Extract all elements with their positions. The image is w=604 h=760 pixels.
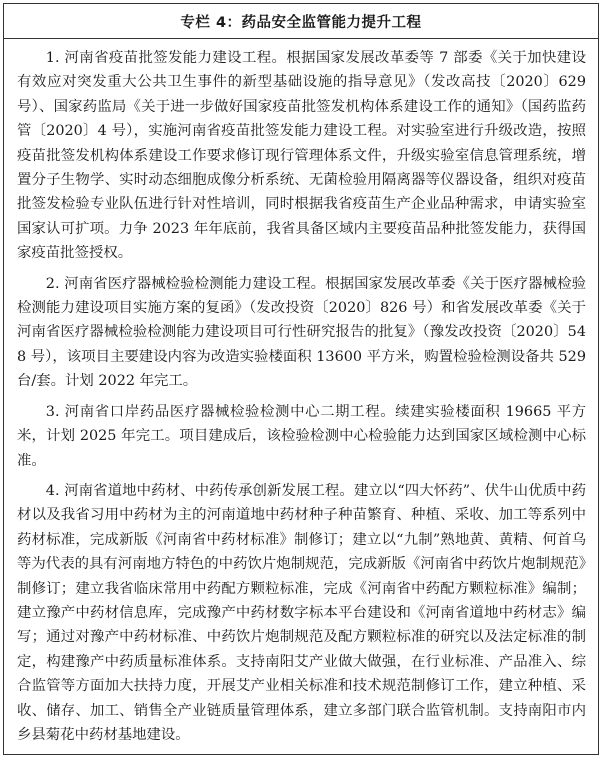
box-body: [4, 39, 598, 747]
column-box: [3, 3, 599, 755]
box-title: 专栏 4：药品安全监管能力提升工程: [4, 4, 598, 39]
paragraph-tcm-development: 4. 河南省道地中药材、中药传承创新发展工程。建立以“四大怀药”、伏牛山优质中药材以及我省习用中药材为主的河南道地中药材种子种苗繁育、种植、采收、加工等系列中药材标准，完成新版《河南省中药材标准》制修订；建立以“九制”熟地黄、黄精、何首乌等为代表的具有河南地方特色的中药饮片炮制规范，完成新版《河南省中药饮片炮制规范》制修订；建立我省临床常用中药配方颗粒标准，完成《河南省中药配方颗粒标准》编制；建立豫产中药材信息库，完成豫产中药材数字标本平台建设和《河南省道地中药材志》编写；通过对豫产中药材标准、中药饮片炮制规范及配方颗粒标准的研究以及法定标准的制定，构建豫产中药质量标准体系。支持南阳艾产业做大做强，在行业标准、产品准入、综合监管等方面加大扶持力度，开展艾产业相关标准和技术规范制修订工作，建立种植、采收、储存、加工、销售全产业链质量管理体系，建立多部门联合监管机制。支持南阳市内乡县菊花中药材基地建设。: [17, 482, 586, 743]
paragraph-vaccine-lot-release: 1. 河南省疫苗批签发能力建设工程。根据国家发展改革委等 7 部委《关于加快建设有效应对突发重大公共卫生事件的新型基础设施的指导意见》（发改高技〔2020〕629 号）、国家药监局《关于进一步做好国家疫苗批签发机构体系建设工作的通知》（国药监药管〔2020〕4 号），实施河南省疫苗批签发能力建设工程。对实验室进行升级改造，按照疫苗批签发机构体系建设工作要求修订现行管理体系文件，升级实验室信息管理系统，增置分子生物学、实时动态细胞成像分析系统、无菌检验用隔离器等仪器设备，组织对疫苗批签发检验专业队伍进行针对性培训，同时根据我省疫苗生产企业品种需求，申请实验室国家认可扩项。力争 2023 年年底前，我省具备区域内主要疫苗品种批签发能力，获得国家疫苗批签授权。: [17, 50, 586, 262]
paragraph-medical-device-testing: 2. 河南省医疗器械检验检测能力建设工程。根据国家发展改革委《关于医疗器械检验检测能力建设项目实施方案的复函》（发改投资〔2020〕826 号）和省发展改革委《关于河南省医疗器械检验检测能力建设项目可行性研究报告的批复》（豫发改投资〔2020〕548 号），该项目主要建设内容为改造实验楼面积 13600 平方米，购置检验检测设备共 529 台/套。计划 2022 年完工。: [17, 275, 586, 390]
paragraph-port-testing-center: 3. 河南省口岸药品医疗器械检验检测中心二期工程。续建实验楼面积 19665 平方米，计划 2025 年完工。项目建成后，该检验检测中心检验能力达到国家区域检测中心标准。: [17, 403, 587, 469]
